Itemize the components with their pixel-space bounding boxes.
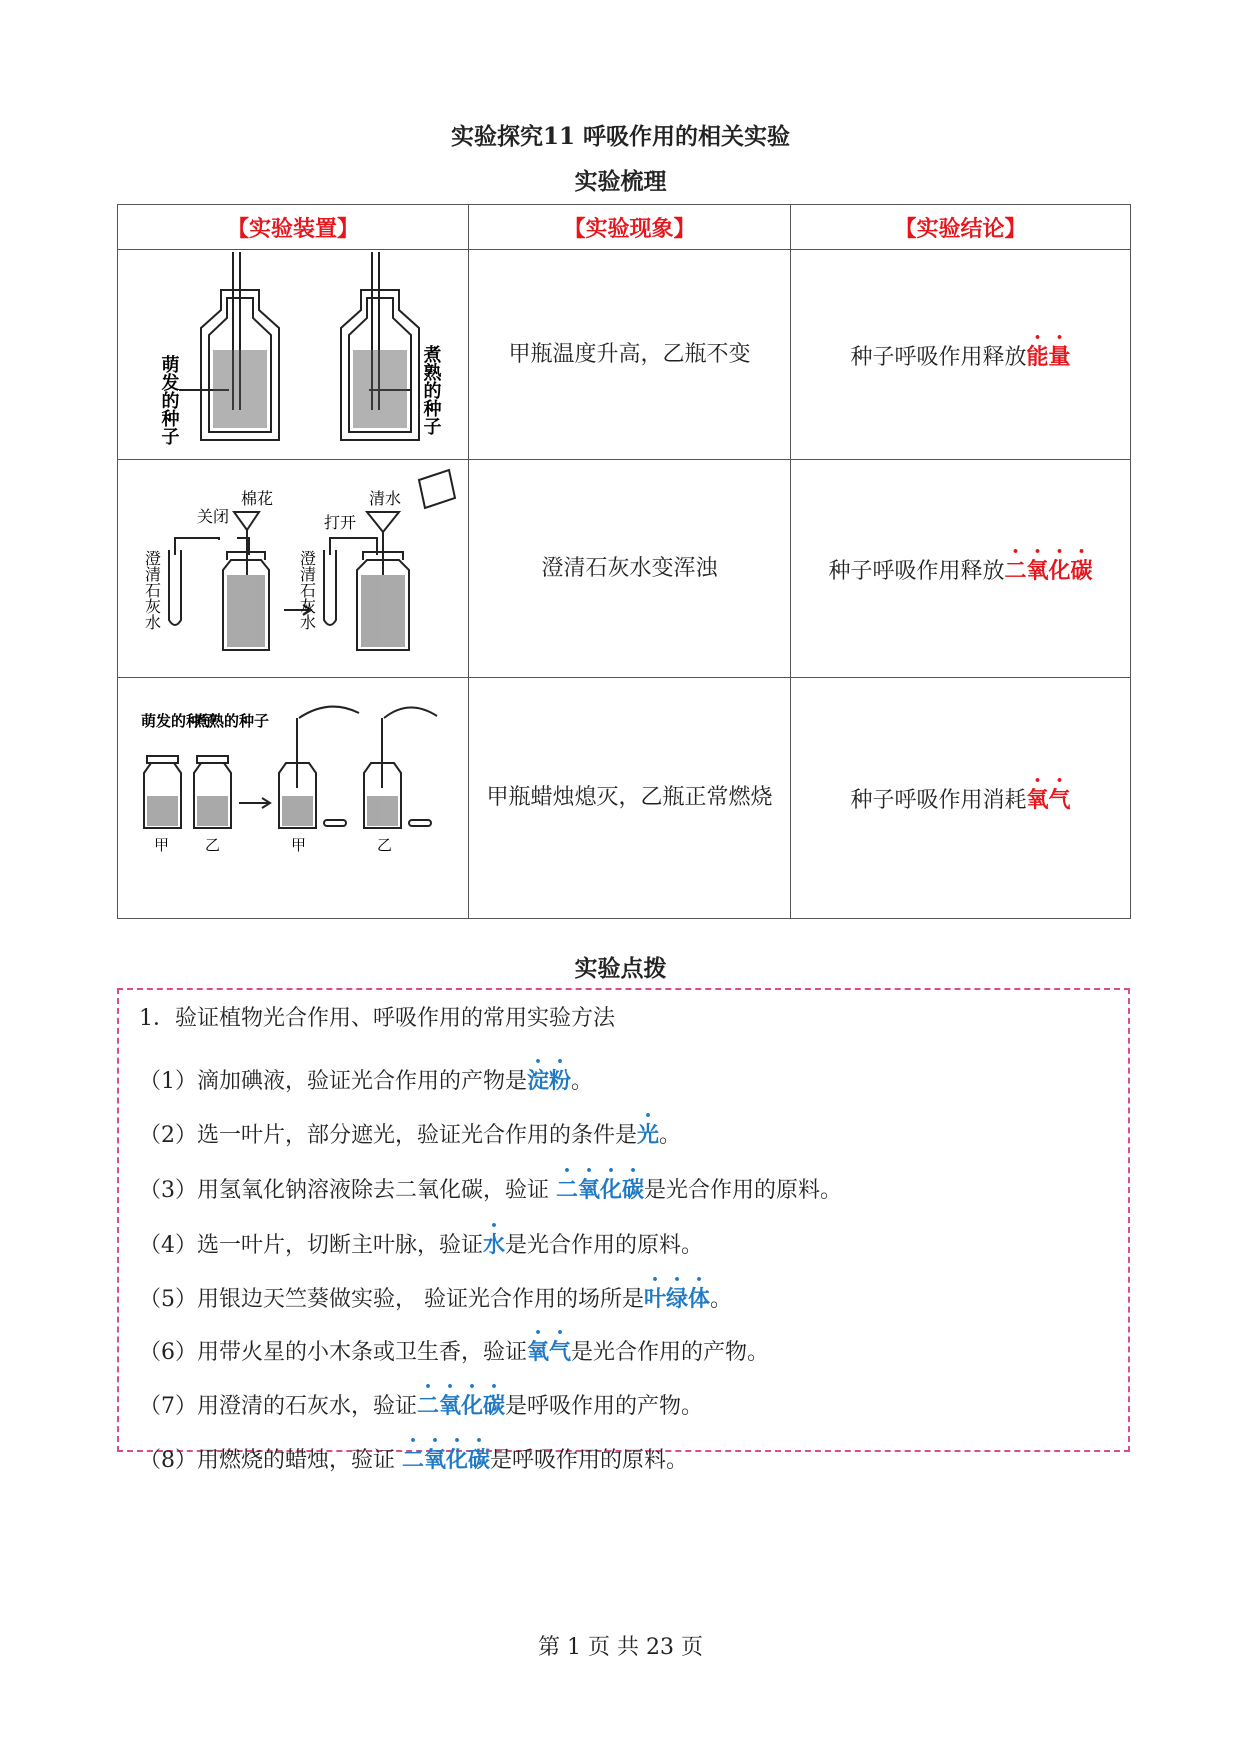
phenomenon-cell: 甲瓶蜡烛熄灭，乙瓶正常燃烧	[469, 678, 791, 919]
thermos-bottles-figure	[119, 250, 468, 453]
conclusion-cell	[791, 460, 1131, 678]
label-limewater-2: 澄清石灰水	[297, 550, 316, 630]
tip-keyword: 氧气	[527, 1339, 572, 1365]
conclusion-cell	[791, 678, 1131, 919]
list-item: （6）用带火星的小木条或卫生香，验证氧气是光合作用的产物。	[139, 1339, 770, 1365]
conclusion-cell	[791, 250, 1131, 460]
list-item: （5）用银边天竺葵做实验， 验证光合作用的场所是叶绿体。	[139, 1286, 733, 1312]
tip-keyword: 二氧化碳	[402, 1447, 491, 1473]
tip-keyword: 淀粉	[527, 1068, 572, 1094]
table-header-row	[118, 205, 1131, 250]
label-clear-water: 清水	[368, 489, 401, 508]
table-row	[118, 460, 1131, 678]
section-title-experiment-summary: 实验梳理	[574, 168, 667, 195]
tip-keyword: 二氧化碳	[417, 1393, 506, 1419]
phenomenon-cell: 甲瓶温度升高，乙瓶不变	[469, 250, 791, 460]
candle-jars-figure	[119, 678, 468, 912]
list-item: （3）用氢氧化钠溶液除去二氧化碳，验证 二氧化碳是光合作用的原料。	[139, 1177, 843, 1203]
table-row	[118, 678, 1131, 919]
limewater-apparatus-figure	[119, 460, 468, 671]
conclusion-keyword: 二氧化碳	[1004, 557, 1093, 584]
list-item: （8）用燃烧的蜡烛，验证 二氧化碳是呼吸作用的原料。	[139, 1447, 689, 1473]
list-item: （1）滴加碘液，验证光合作用的产物是淀粉。	[139, 1068, 594, 1094]
list-item: （7）用澄清的石灰水，验证二氧化碳是呼吸作用的产物。	[139, 1393, 704, 1419]
label-jia-2: 甲	[290, 836, 306, 854]
list-item: （4）选一叶片，切断主叶脉，验证水是光合作用的原料。	[139, 1232, 704, 1258]
document-title: 实验探究11 呼吸作用的相关实验	[450, 123, 790, 150]
phenomenon-cell: 澄清石灰水变浑浊	[469, 460, 791, 678]
label-limewater-1: 澄清石灰水	[142, 550, 161, 630]
conclusion-keyword: 氧气	[1026, 787, 1071, 813]
conclusion-text: 种子呼吸作用释放	[828, 558, 1005, 584]
label-boiled-seeds: 煮熟的种子	[193, 712, 269, 730]
tips-heading: 1．验证植物光合作用、呼吸作用的常用实验方法	[139, 1006, 615, 1031]
apparatus-figure-cell	[118, 250, 469, 460]
label-germinating-seeds: 萌发的种子	[158, 355, 179, 445]
label-yi-1: 乙	[204, 836, 220, 854]
tip-keyword: 光	[637, 1122, 660, 1148]
label-open: 打开	[323, 513, 356, 532]
conclusion-text: 种子呼吸作用释放	[850, 344, 1027, 370]
list-item: （2）选一叶片，部分遮光，验证光合作用的条件是光。	[139, 1122, 682, 1148]
label-closed: 关闭	[196, 507, 229, 526]
header-phenomenon: 【实验现象】	[469, 205, 791, 250]
label-yi-2: 乙	[376, 836, 392, 854]
table-row	[118, 250, 1131, 460]
header-conclusion: 【实验结论】	[791, 205, 1131, 250]
apparatus-figure-cell	[118, 678, 469, 919]
label-germinating-seeds: 萌发的种子	[140, 712, 216, 730]
tips-box	[117, 988, 1130, 1473]
experiment-table	[117, 204, 1131, 919]
label-boiled-seeds: 煮熟的种子	[420, 345, 441, 435]
tip-keyword: 水	[483, 1232, 506, 1258]
section-title-experiment-tips: 实验点拨	[574, 955, 667, 982]
page-footer: 第 1 页 共 23 页	[538, 1635, 703, 1660]
conclusion-keyword: 能量	[1026, 343, 1071, 370]
apparatus-figure-cell	[118, 460, 469, 678]
tip-keyword: 二氧化碳	[556, 1177, 645, 1203]
header-apparatus: 【实验装置】	[118, 205, 469, 250]
conclusion-text: 种子呼吸作用消耗	[850, 788, 1027, 813]
tip-keyword: 叶绿体	[644, 1286, 711, 1312]
label-jia-1: 甲	[153, 836, 169, 854]
label-cotton: 棉花	[240, 489, 273, 508]
